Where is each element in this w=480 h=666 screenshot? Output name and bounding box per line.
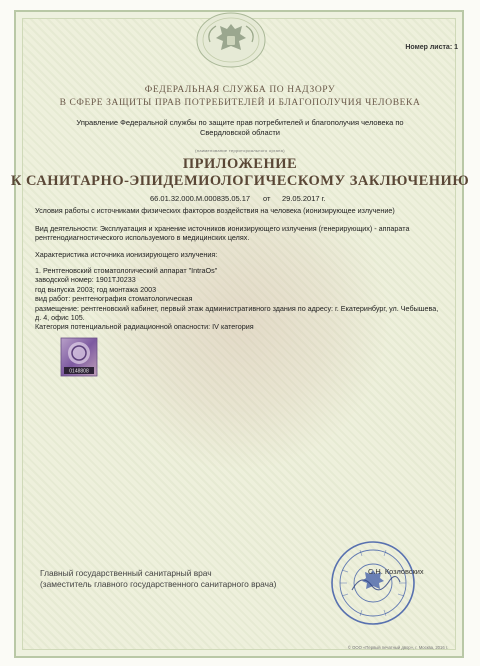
sheet-number: Номер листа: 1 [405, 44, 458, 51]
activity-type: Вид деятельности: Эксплуатация и хранение источников ионизирующего излучения (генерирующих) - аппарата рентгенодиагностического используемого в медицинских целях. [35, 224, 410, 243]
territorial-department: Управление Федеральной службы по защите прав потребителей и благополучия человека по Свердловской области [76, 118, 404, 137]
agency-name [0, 84, 480, 110]
coat-of-arms-emblem [196, 12, 266, 68]
source-line: заводской номер: 1901TJ0233 [35, 275, 136, 285]
signer-title-line-2: (заместитель главного государственного санитарного врача) [40, 579, 277, 589]
source-line: вид работ: рентгенография стоматологическая [35, 294, 193, 304]
document-title [0, 156, 480, 190]
signer-position [40, 568, 276, 590]
source-description [35, 266, 440, 322]
source-line: размещение: рентгеновский кабинет, первый этаж административного здания по адресу: г. Екатеринбург, ул. Чебышева, д. 4, офис 105. [35, 303, 439, 323]
hazard-category: Категория потенциальной радиационной опасности: IV категория [35, 322, 254, 331]
printer-note: © ООО «Первый печатный двор», г. Москва, 2016 г. [347, 645, 448, 650]
signer-title-line-1: Главный государственный санитарный врач [40, 568, 212, 578]
conditions-subject: Условия работы с источниками физических факторов воздействия на человека (ионизирующее излучение) [35, 206, 395, 215]
source-heading: Характеристика источника ионизирующего излучения: [35, 250, 218, 259]
title-line-1: ПРИЛОЖЕНИЕ [182, 156, 298, 172]
conclusion-date: 29.05.2017 г. [282, 194, 326, 203]
hologram-number: 0148808 [69, 368, 89, 375]
hologram-sticker [60, 337, 98, 377]
title-line-2: К САНИТАРНО-ЭПИДЕМИОЛОГИЧЕСКОМУ ЗАКЛЮЧЕНИЮ [10, 173, 470, 189]
department-caption: (наименование территориального органа) [195, 148, 285, 153]
from-word: от [263, 194, 271, 203]
signer-name: С.Н. Козловских [368, 567, 424, 576]
source-line: год выпуска 2003; год монтажа 2003 [35, 284, 157, 294]
conclusion-number: 66.01.32.000.М.000835.05.17 [150, 194, 251, 203]
agency-line-1: ФЕДЕРАЛЬНАЯ СЛУЖБА ПО НАДЗОРУ [144, 85, 336, 95]
official-round-stamp [330, 540, 416, 626]
source-line: 1. Рентгеновский стоматологический аппарат "IntraOs" [35, 266, 218, 275]
agency-line-2: В СФЕРЕ ЗАЩИТЫ ПРАВ ПОТРЕБИТЕЛЕЙ И БЛАГОПОЛУЧИЯ ЧЕЛОВЕКА [59, 98, 421, 108]
